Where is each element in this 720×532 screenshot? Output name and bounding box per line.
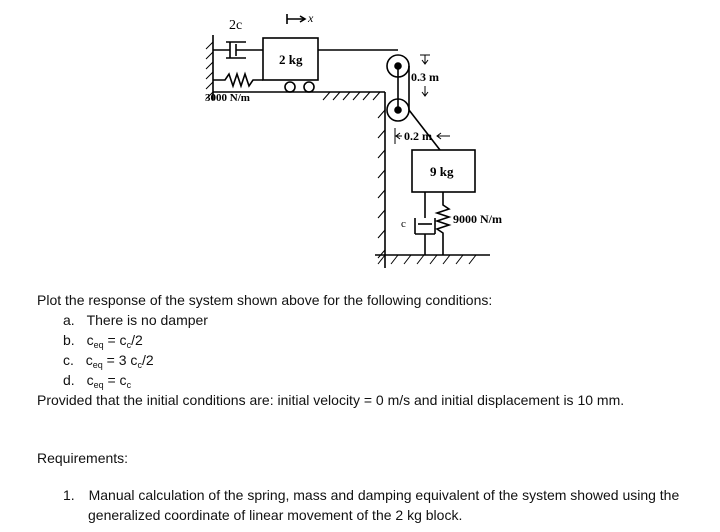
condition-b-formula: $c_{eq} = c_c/2$ (86, 332, 143, 350)
requirement-1-continued: generalized coordinate of linear movement of the 2 kg block. (88, 507, 463, 523)
x-coordinate-label: x (308, 11, 314, 25)
requirement-1 (63, 486, 679, 504)
initial-conditions: Provided that the initial conditions are: initial velocity = 0 m/s and initial displacement is 10 mm. (37, 392, 625, 408)
condition-c (63, 351, 154, 371)
damper-2c-label: 2c (229, 18, 243, 33)
requirement-1-marker: 1. (63, 487, 75, 503)
spring-3000-label: 3000 N/m (205, 92, 250, 104)
condition-d-marker: d. (63, 372, 75, 388)
dimension-0-2m-label: 0.2 m (404, 129, 432, 143)
condition-c-formula: $c_{eq} = 3$ $c_c/2$ (85, 352, 154, 370)
damper-c-label: c (401, 218, 406, 230)
spring-9000-label: 9000 N/m (453, 212, 502, 226)
condition-a (63, 311, 208, 329)
condition-a-text: There is no damper (86, 312, 208, 328)
condition-b (63, 331, 143, 351)
requirements-heading: Requirements: (37, 450, 129, 466)
mass-2kg-label: 2 kg (279, 52, 303, 67)
condition-a-marker: a. (63, 312, 75, 328)
condition-c-marker: c. (63, 352, 74, 368)
mass-9kg-label: 9 kg (430, 164, 454, 179)
condition-d-formula: $c_{eq} = c_c$ (86, 372, 132, 390)
problem-intro: Plot the response of the system shown above for the following conditions: (37, 292, 493, 308)
condition-d (63, 371, 131, 391)
condition-b-marker: b. (63, 332, 75, 348)
dimension-0-3m-label: 0.3 m (411, 70, 439, 84)
requirement-1-line1: Manual calculation of the spring, mass and damping equivalent of the system showed using the (88, 487, 680, 503)
